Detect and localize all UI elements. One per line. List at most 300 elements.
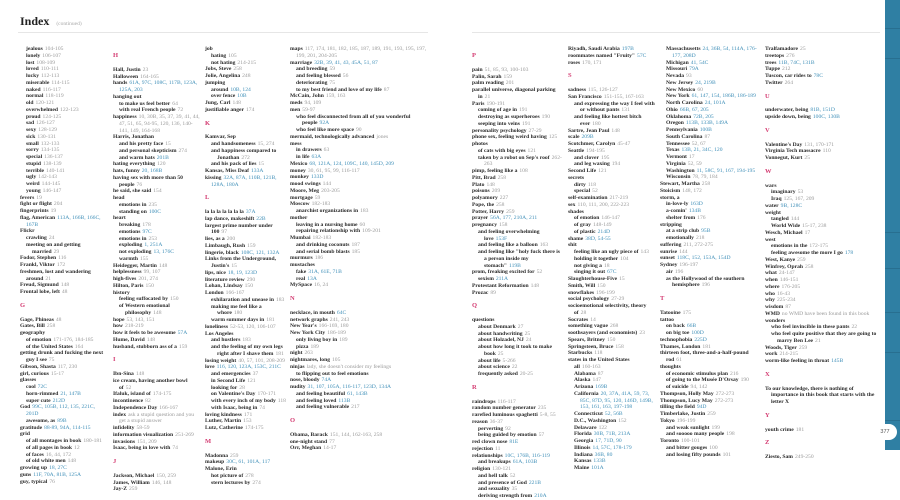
index-entry	[113, 323, 201, 330]
index-entry	[765, 183, 880, 190]
entry-term: love	[205, 364, 215, 371]
index-subentry	[568, 222, 656, 229]
entry-page-refs: 18, 27C	[49, 465, 67, 471]
entry-term: Kansas	[574, 458, 592, 465]
entry-page-refs: 159	[178, 343, 188, 350]
index-subentry	[660, 147, 760, 154]
entry-term: of suicide	[666, 384, 689, 390]
entry-term: Pitt, Brad	[472, 174, 496, 181]
index-entry	[765, 264, 880, 271]
entry-term: New York City	[290, 330, 326, 336]
index-entry	[765, 386, 880, 406]
entry-page-refs: 66B	[686, 323, 697, 330]
entry-term: why	[765, 297, 775, 304]
entry-term: sunset	[660, 255, 675, 262]
entry-term: James, William	[113, 479, 150, 486]
index-subentry	[20, 66, 108, 73]
entry-page-refs: 36B, 80	[594, 451, 613, 458]
index-entry	[113, 473, 201, 480]
index-entry	[472, 101, 564, 108]
index-subentry	[20, 337, 108, 344]
entry-page-refs: 120	[157, 161, 166, 168]
index-subentry	[568, 182, 656, 189]
index-subentry	[205, 87, 287, 94]
entry-term: Mexico	[290, 160, 308, 167]
entry-term: Stewart, Martha	[660, 181, 700, 187]
index-subentry	[472, 493, 564, 500]
entry-term: Jobs, Steve	[205, 66, 232, 73]
entry-term: about Denmark	[478, 323, 516, 330]
index-subentry	[660, 100, 760, 107]
index-entry	[472, 128, 564, 135]
index-entry	[290, 445, 428, 452]
entry-page-refs: 248	[242, 73, 251, 79]
index-subentry	[205, 53, 287, 60]
index-subentry	[205, 480, 287, 487]
entry-term: around	[211, 86, 229, 93]
entry-term: air	[666, 268, 673, 275]
entry-page-refs: 87	[383, 86, 390, 93]
entry-page-refs: 60	[359, 221, 366, 228]
entry-term: men	[290, 106, 301, 113]
entry-term: information visualization	[113, 431, 174, 438]
entry-page-refs: 118	[277, 398, 286, 404]
index-subentry	[20, 87, 108, 94]
entry-term: loved	[26, 66, 39, 73]
entry-page-refs: 176-205	[781, 283, 801, 290]
entry-term: cool	[26, 384, 36, 390]
entry-page-refs: 217	[351, 404, 360, 411]
entry-page-refs: 181	[702, 343, 711, 350]
entry-term: glasses	[20, 377, 37, 384]
entry-term: hanging out	[113, 93, 142, 100]
entry-page-refs: 30, 61, 95, 99, 116-117	[307, 167, 360, 174]
index-subentry	[290, 242, 428, 249]
entry-term: largest prime number under 100	[205, 222, 273, 236]
entry-page-refs: 182-183	[312, 235, 332, 241]
entry-page-refs: 30B, 71B, 213A	[593, 431, 631, 438]
entry-term: of gray	[574, 222, 591, 228]
entry-term: of going to the Musée D'Orsay	[666, 377, 739, 384]
entry-term: Ohio	[666, 106, 678, 113]
index-entry	[568, 236, 656, 243]
section-letter: K	[205, 119, 211, 127]
index-entry	[113, 412, 201, 426]
index-entry	[472, 188, 564, 195]
index-entry	[765, 114, 880, 121]
index-entry	[113, 67, 201, 74]
entry-term: Paris	[472, 100, 485, 107]
index-entry	[290, 432, 428, 439]
index-entry	[660, 344, 760, 351]
entry-term: Valentine's Day	[765, 141, 803, 148]
entry-term: fake	[296, 268, 307, 275]
index-entry	[568, 148, 656, 155]
index-entry	[765, 203, 880, 210]
entry-term: of Western emotional philosophy	[119, 303, 170, 316]
entry-term: Starbucks	[568, 350, 593, 357]
entry-page-refs: 13A	[307, 275, 317, 282]
entry-page-refs: 151, 144, 162-163, 258	[329, 431, 383, 438]
entry-term: terrible	[26, 167, 45, 174]
entry-term: and feeling overwhelming love	[478, 228, 540, 242]
index-subentry	[290, 344, 428, 351]
index-subentry	[660, 276, 760, 290]
index-subentry	[568, 101, 656, 115]
entry-page-refs: 100	[709, 444, 718, 451]
entry-term: special	[574, 188, 591, 195]
entry-term: Tennessee	[666, 140, 690, 147]
entry-term: California	[574, 390, 599, 397]
index-subentry	[472, 473, 564, 480]
entry-term: mortgage	[290, 194, 313, 201]
entry-term: Massachusetts	[666, 46, 701, 52]
section-letter: N	[290, 295, 295, 302]
index-entry	[113, 263, 201, 270]
index-subentry	[660, 215, 760, 222]
entry-term: Gates, Bill	[20, 323, 45, 330]
entry-page-refs: 170-171	[257, 391, 277, 398]
entry-term: to my best friend and love of my life	[296, 86, 382, 93]
index-entry	[20, 262, 108, 269]
entry-page-refs: 258	[496, 201, 505, 208]
index-subentry	[660, 107, 760, 114]
entry-term: Second Life	[568, 168, 597, 174]
entry-term: husband, stubborn ass of a	[113, 343, 177, 350]
entry-page-refs: 21	[815, 337, 821, 344]
entry-term: shelter from	[666, 214, 696, 221]
entry-term: suffering	[660, 241, 682, 248]
entry-term: hating everything	[113, 161, 156, 168]
entry-term: emotions in	[119, 201, 147, 208]
index-entry	[290, 107, 428, 114]
index-subentry	[113, 209, 201, 216]
entry-page-refs: 52	[536, 269, 543, 276]
index-subentry	[290, 337, 428, 344]
entry-term: grid	[20, 431, 30, 438]
entry-term: taken by a robot on Sep's roof	[478, 154, 550, 161]
entry-term: New Mexico	[666, 86, 696, 93]
entry-page-refs: 104-105	[44, 46, 64, 52]
entry-term: Los Angeles	[205, 330, 234, 337]
index-column	[660, 46, 760, 458]
index-subentry	[290, 398, 428, 405]
index-subentry	[113, 303, 201, 317]
index-entry	[205, 283, 287, 290]
entry-page-refs: 259	[798, 344, 808, 351]
entry-page-refs: 64	[172, 100, 178, 107]
entry-page-refs: 11, 58C, 91, 167, 194-195	[696, 167, 756, 174]
entry-term: Tokyo	[660, 417, 675, 424]
index-entry	[765, 148, 880, 155]
entry-term: Obama, Barack	[290, 431, 328, 438]
index-entry	[290, 357, 428, 364]
entry-term: Heidegger, Martin	[113, 262, 157, 269]
entry-term: sorry	[26, 147, 39, 154]
entry-page-refs: 97	[221, 229, 227, 236]
index-entry	[660, 317, 760, 324]
index-subentry	[660, 330, 760, 337]
entry-term: warm summer days in	[211, 317, 265, 323]
index-entry	[113, 439, 201, 446]
entry-term: about life	[478, 357, 501, 364]
entry-term: Washington	[666, 167, 695, 174]
index-entry	[113, 425, 201, 432]
index-entry	[205, 418, 287, 425]
index-entry	[660, 350, 760, 364]
index-subentry	[205, 344, 287, 358]
entry-page-refs: 262-263	[484, 154, 562, 168]
entry-page-refs: 59	[329, 66, 336, 73]
entry-page-refs: 264	[784, 79, 793, 86]
entry-term: McCain, John	[290, 93, 324, 100]
entry-term: Palin, Sarah	[472, 73, 502, 80]
index-subentry	[20, 391, 108, 398]
index-entry	[20, 208, 108, 215]
index-entry	[205, 412, 287, 419]
entry-page-refs: 17, 71D, 90	[595, 438, 622, 444]
entry-term: girl, curious	[20, 370, 49, 377]
index-subentry	[290, 404, 428, 411]
index-entry	[568, 303, 656, 317]
entry-term: socioemotional selectivity, theory of	[568, 303, 647, 316]
entry-term: Virginia	[666, 160, 686, 167]
entry-page-refs: 66B, 67, 205	[679, 106, 709, 113]
index-subentry	[765, 324, 880, 331]
entry-page-refs: 100C	[148, 208, 161, 215]
index-entry	[205, 66, 287, 73]
entry-term: Flickr	[20, 228, 35, 235]
entry-term: dirty	[574, 181, 586, 188]
entry-term: Ziesto, Sam	[765, 454, 793, 460]
entry-page-refs: 95B	[701, 228, 711, 235]
entry-term: looking for	[211, 384, 238, 391]
entry-term: Luther, Martin	[205, 418, 242, 425]
entry-term: Orr, Meghan	[290, 445, 322, 452]
entry-term: something vague	[568, 323, 608, 330]
entry-term: naked	[26, 86, 41, 93]
index-column	[113, 46, 201, 493]
index-subentry	[660, 46, 760, 60]
entry-page-refs: 108-109	[36, 59, 56, 66]
index-entry	[472, 87, 564, 101]
entry-term: Iraq	[771, 196, 782, 202]
index-entry	[205, 331, 287, 338]
index-subentry	[205, 93, 287, 100]
index-entry	[20, 404, 108, 418]
index-entry	[472, 195, 564, 202]
index-entry	[472, 134, 564, 141]
entry-term: sex	[568, 201, 576, 208]
entry-term: youth crime	[765, 426, 794, 433]
entry-page-refs: 27-29	[611, 296, 625, 303]
entry-page-refs: 5-8, 55	[539, 412, 556, 418]
entry-page-refs: 196	[674, 268, 684, 275]
entry-page-refs: 37A	[245, 209, 256, 215]
edge-tab-strip	[885, 0, 900, 450]
entry-page-refs: 145B	[831, 358, 844, 364]
entry-page-refs: 27-29	[528, 127, 542, 134]
entry-page-refs: 52, 59	[687, 160, 702, 167]
entry-term: Riyadh, Saudi Arabia	[568, 46, 620, 52]
entry-page-refs: 87	[704, 133, 711, 140]
entry-page-refs: 124-125	[42, 113, 62, 120]
entry-page-refs: 52	[125, 384, 132, 391]
entry-term: guns	[20, 471, 32, 478]
page-title: Index	[20, 14, 50, 28]
entry-term: Missouri	[666, 66, 688, 73]
entry-term: in life	[296, 154, 310, 160]
entry-page-refs: 24, 101A	[704, 100, 726, 106]
index-subentry	[20, 114, 108, 121]
section-letter: Q	[472, 302, 478, 310]
entry-page-refs: 180	[233, 310, 243, 317]
entry-page-refs: 113A, 166B, 166C, 167B	[26, 214, 101, 228]
entry-page-refs: 59	[314, 194, 321, 201]
entry-term: maps	[290, 46, 303, 52]
index-subentry	[568, 377, 656, 384]
entry-term: snowflakes	[568, 289, 595, 296]
entry-term: religion	[472, 466, 491, 472]
entry-term: Mumbai	[290, 235, 311, 241]
entry-page-refs: 227	[499, 195, 509, 201]
entry-page-refs: 117, 174, 181, 182, 185, 187, 189, 191, 193, 195, 197, 199, 201, 204-205	[296, 46, 427, 59]
entry-term: over fence	[211, 93, 236, 100]
index-subentry	[472, 371, 564, 378]
index-column	[20, 46, 108, 485]
entry-term: Freud, Sigmund	[20, 282, 59, 289]
index-subentry	[568, 256, 656, 263]
index-subentry	[660, 73, 760, 80]
entry-term: wars	[765, 182, 777, 189]
entry-term: jumping	[205, 79, 226, 86]
entry-term: to flipping out to feel emotions	[296, 370, 369, 377]
entry-page-refs: 23	[142, 66, 149, 73]
entry-term: Thompson, Holly May	[660, 390, 714, 397]
entry-term: Madonna	[205, 452, 229, 459]
index-entry	[290, 439, 428, 446]
entry-page-refs: 150	[170, 296, 179, 303]
entry-page-refs: 76	[136, 181, 143, 188]
index-entry	[765, 66, 880, 73]
entry-term: Tatooine	[660, 309, 681, 316]
index-subentry	[20, 134, 108, 141]
entry-term: of old white men	[26, 458, 66, 465]
entry-term: murmurs	[290, 255, 313, 262]
section-letter: X	[765, 370, 770, 378]
entry-term: happiness	[113, 114, 137, 120]
entry-page-refs: 72B, 205	[693, 113, 714, 120]
entry-term: WMD	[765, 310, 780, 317]
entry-term: on big toe	[666, 330, 690, 336]
entry-page-refs: 174-175	[244, 425, 264, 431]
index-entry	[472, 74, 564, 81]
entry-term: destroying as superheroes	[478, 114, 540, 120]
entry-term: Independence Day	[113, 404, 158, 411]
entry-term: and sooooo many people	[666, 431, 725, 438]
entry-term: and feeling beautiful	[296, 390, 346, 397]
entry-term: in Second Life	[211, 377, 246, 384]
entry-page-refs: 99C, 105B, 112, 135, 221C, 201D	[26, 404, 95, 417]
entry-page-refs: 150, 259	[156, 472, 176, 479]
entry-page-refs: 24	[48, 235, 55, 241]
entry-term: of cats with big eyes	[478, 147, 526, 154]
entry-page-refs: 148	[60, 282, 70, 289]
entry-page-refs: 180-181	[83, 438, 102, 444]
entry-term: self-examination	[568, 195, 608, 201]
entry-page-refs: 20-25	[519, 371, 533, 377]
index-subentry	[568, 384, 656, 391]
index-subentry	[290, 276, 428, 283]
entry-term: not giving a	[574, 262, 602, 269]
entry-term: thirteen foot, three-and-a-half-pound rod	[660, 350, 749, 363]
entry-page-refs: 100C, 130B	[812, 114, 840, 120]
entry-page-refs: 24, 36B, 54, 114A, 176-177, 208D	[672, 46, 757, 59]
entry-page-refs: 109-201	[362, 228, 381, 235]
index-subentry	[113, 296, 201, 303]
entry-page-refs: 11B, 74C, 131B	[778, 59, 815, 66]
entry-page-refs: 172	[56, 262, 66, 268]
section-letter: P	[472, 52, 476, 59]
entry-term: making me feel like a whore	[211, 303, 262, 317]
entry-term: of all montages in book	[26, 438, 82, 444]
index-subentry	[568, 229, 656, 236]
index-subentry	[20, 80, 108, 87]
entry-page-refs: 140-141	[46, 167, 65, 174]
entry-term: Vermont	[666, 154, 687, 160]
entry-page-refs: 148, 172	[682, 187, 702, 194]
index-subentry	[568, 452, 656, 459]
entry-term: and personal skepticism	[119, 147, 177, 154]
entry-term: D.C., Washington	[574, 417, 617, 424]
index-entry	[290, 310, 428, 317]
section-letter: Y	[765, 411, 770, 419]
index-subentry	[568, 371, 656, 378]
entry-term: rarefied luminous spaghetti	[472, 412, 538, 418]
index-subentry	[290, 249, 428, 256]
entry-term: poisons	[472, 188, 490, 195]
entry-term: leaving in a nursing home	[296, 221, 358, 228]
entry-page-refs: 25	[804, 155, 810, 161]
index-entry	[290, 195, 428, 202]
entry-page-refs: 24-147	[778, 270, 795, 277]
entry-page-refs: 87	[597, 370, 604, 377]
index-subentry	[20, 452, 108, 459]
index-subentry	[20, 242, 108, 256]
entry-term: Arizona	[574, 384, 594, 390]
entry-page-refs: 214-215	[237, 59, 257, 66]
index-entry	[765, 277, 880, 284]
entry-page-refs: 11	[495, 445, 501, 452]
entry-term: high-fives	[113, 276, 137, 282]
index-entry	[290, 181, 428, 188]
entry-term: and feeling blessed	[296, 73, 341, 79]
entry-page-refs: 100-101	[680, 438, 700, 444]
index-entry	[290, 188, 428, 195]
index-entry	[472, 290, 564, 297]
index-entry	[290, 174, 428, 181]
entry-page-refs: 121	[247, 377, 256, 384]
entry-term: phone sex, feeling weird having	[472, 134, 547, 141]
entry-term: personality psychology	[472, 127, 527, 134]
entry-term: Georgia	[574, 438, 594, 444]
index-entry	[290, 262, 428, 269]
entry-term: San Francisco	[568, 93, 602, 100]
page-number: 377	[873, 424, 897, 440]
entry-page-refs: 171	[243, 411, 253, 418]
index-subentry	[20, 418, 108, 425]
section-letter: M	[205, 437, 212, 445]
